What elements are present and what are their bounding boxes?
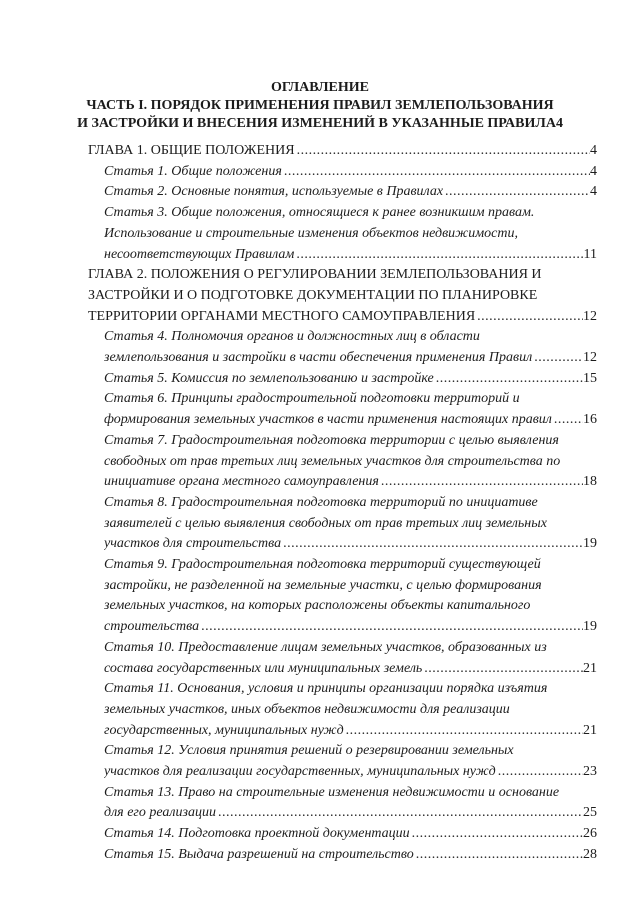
toc-page-number: 12: [583, 308, 597, 324]
toc-entry-leader-line: [104, 845, 597, 865]
toc-entry-title: Статья 15. Выдача разрешений на строительство: [104, 846, 414, 862]
toc-entry-text-line: Статья 13. Право на строительные изменения недвижимости и основание: [104, 784, 560, 800]
dot-leader: [532, 348, 583, 368]
part-heading-text: И ЗАСТРОЙКИ И ВНЕСЕНИЯ ИЗМЕНЕНИЙ В УКАЗАННЫЕ ПРАВИЛА: [77, 116, 556, 131]
toc-entry-title: ТЕРРИТОРИИ ОРГАНАМИ МЕСТНОГО САМОУПРАВЛЕНИЯ: [88, 308, 476, 324]
toc-page-number: 21: [583, 660, 597, 676]
toc-page-number: 12: [583, 350, 597, 365]
toc-entry-text-line: Статья 9. Градостроительная подготовка территорий существующей: [104, 557, 541, 572]
toc-entry-title: несоответствующих Правилам: [104, 246, 295, 262]
toc-entry-text-line: Использование и строительные изменения объектов недвижимости,: [104, 225, 518, 241]
toc-entry-leader-line: [88, 141, 597, 161]
toc-entry-leader-line: [104, 162, 597, 182]
toc-entry-leader-line: [104, 659, 597, 679]
toc-entry-text-line: застройки, не разделенной на земельные участки, с целью формирования: [104, 577, 542, 593]
dot-leader: [344, 721, 583, 741]
toc-entry-text-line: заявителей с целью выявления свободных от прав третьих лиц земельных: [104, 515, 547, 531]
toc-entry-leader-line: [104, 824, 597, 844]
toc-entry-leader-line: [104, 369, 597, 389]
toc-entry-leader-line: [104, 762, 597, 782]
toc-page-number: 23: [583, 764, 597, 779]
toc-entry-leader-line: [104, 721, 597, 741]
toc-page-number: 18: [583, 474, 597, 490]
toc-page-number: 26: [583, 826, 597, 842]
toc-entry-text-line: Статья 10. Предоставление лицам земельных участков, образованных из: [104, 639, 547, 655]
toc-page-number: 4: [590, 184, 597, 200]
toc-page-number: 19: [583, 619, 597, 635]
toc-entry-text-line: Статья 12. Условия принятия решений о резервировании земельных: [104, 743, 514, 759]
toc-entry-text-line: земельных участков, иных объектов недвижимости для реализации: [104, 701, 510, 717]
toc-entry-leader-line: [88, 307, 597, 327]
toc-entry-title: инициативе органа местного самоуправления: [104, 474, 379, 490]
part-heading-line-2: [40, 115, 600, 133]
dot-leader: [410, 824, 583, 844]
toc-entry-title: государственных, муниципальных нужд: [104, 722, 344, 738]
toc-entry-text-line: ГЛАВА 2. ПОЛОЖЕНИЯ О РЕГУЛИРОВАНИИ ЗЕМЛЕПОЛЬЗОВАНИЯ И: [88, 267, 542, 283]
dot-leader: [496, 762, 583, 782]
dot-leader: [282, 162, 590, 182]
toc-page-number: 21: [583, 722, 597, 738]
toc-entry-leader-line: [104, 534, 597, 554]
toc-entry-leader-line: [104, 245, 597, 265]
toc-entry-leader-line: [104, 348, 597, 368]
toc-page-number: 28: [583, 846, 597, 862]
toc-page-number: 19: [583, 536, 597, 552]
toc-entry-text-line: ЗАСТРОЙКИ И О ПОДГОТОВКЕ ДОКУМЕНТАЦИИ ПО ПЛАНИРОВКЕ: [88, 287, 538, 303]
toc-entry-title: участков для реализации государственных, муниципальных нужд: [104, 764, 496, 779]
toc-entry-leader-line: [104, 617, 597, 637]
toc-entry-text-line: Статья 3. Общие положения, относящиеся к ранее возникшим правам.: [104, 205, 535, 221]
dot-leader: [414, 845, 583, 865]
toc-page-number: 11: [583, 246, 597, 262]
toc-entry-title: ГЛАВА 1. ОБЩИЕ ПОЛОЖЕНИЯ: [88, 143, 295, 158]
toc-page-number: 4: [590, 163, 597, 179]
toc-entry-text-line: Статья 8. Градостроительная подготовка территорий по инициативе: [104, 494, 538, 510]
toc-entry-title: строительства: [104, 619, 200, 635]
toc-entry-title: состава государственных или муниципальных земель: [104, 660, 423, 676]
toc-entry-text-line: земельных участков, на которых расположены объекты капитального: [104, 598, 531, 614]
toc-page-number: 4: [590, 143, 597, 158]
dot-leader: [552, 410, 583, 430]
dot-leader: [475, 307, 583, 327]
dot-leader: [434, 369, 583, 389]
toc-entry-text-line: Статья 6. Принципы градостроительной подготовки территорий и: [104, 391, 520, 407]
toc-entry-leader-line: [104, 803, 597, 823]
toc-entry-leader-line: [104, 410, 597, 430]
toc-entry-title: Статья 2. Основные понятия, используемые в Правилах: [104, 184, 444, 200]
toc-entry-text-line: Статья 7. Градостроительная подготовка территории с целью выявления: [104, 432, 559, 448]
toc-page-number: 15: [583, 370, 597, 386]
dot-leader: [294, 245, 583, 265]
toc-entry-title: Статья 14. Подготовка проектной документации: [104, 826, 410, 842]
dot-leader: [295, 141, 590, 161]
toc-page-number: 25: [583, 805, 597, 821]
toc-entry-leader-line: [104, 182, 597, 202]
toc-title: ОГЛАВЛЕНИЕ: [271, 80, 369, 95]
toc-entry-text-line: Статья 4. Полномочия органов и должностных лиц в области: [104, 329, 480, 345]
part-heading-line-1: ЧАСТЬ I. ПОРЯДОК ПРИМЕНЕНИЯ ПРАВИЛ ЗЕМЛЕПОЛЬЗОВАНИЯ: [86, 98, 554, 113]
toc-entry-title: Статья 5. Комиссия по землепользованию и застройке: [104, 370, 434, 386]
dot-leader: [443, 182, 590, 202]
toc-page-number: 16: [583, 412, 597, 428]
toc-entry-title: формирования земельных участков в части применения настоящих правил: [104, 412, 552, 428]
dot-leader: [379, 472, 583, 492]
toc-entry-text-line: Статья 11. Основания, условия и принципы организации порядка изъятия: [104, 681, 548, 697]
part-heading-page-number: 4: [555, 116, 563, 131]
toc-entry-title: для его реализации: [104, 805, 216, 821]
dot-leader: [199, 617, 583, 637]
toc-entry-text-line: свободных от прав третьих лиц земельных участков для строительства по: [104, 453, 561, 469]
toc-entry-title: Статья 1. Общие положения: [104, 163, 282, 179]
toc-entry-leader-line: [104, 472, 597, 492]
toc-entry-title: участков для строительства: [104, 536, 282, 552]
dot-leader: [216, 803, 583, 823]
dot-leader: [422, 659, 583, 679]
dot-leader: [281, 534, 583, 554]
toc-entry-title: землепользования и застройки в части обеспечения применения Правил: [104, 350, 533, 365]
